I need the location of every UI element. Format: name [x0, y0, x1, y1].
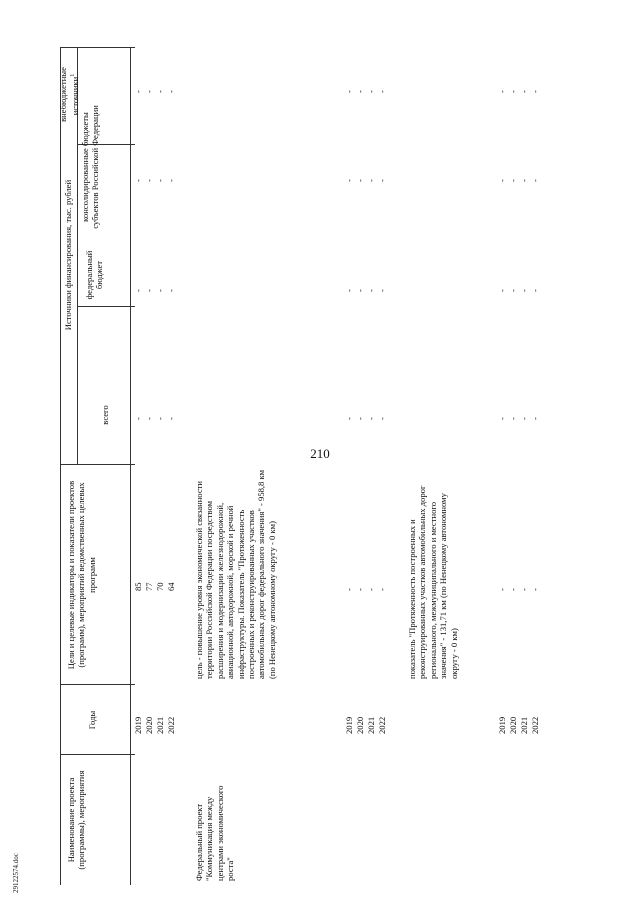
federal-cell: -: [377, 289, 387, 292]
indicator-cell: 70: [155, 582, 165, 591]
year-cell: 2020: [355, 716, 365, 734]
extra-cell: -: [377, 90, 387, 93]
federal-cell: -: [355, 289, 365, 292]
extra-cell: -: [366, 90, 376, 93]
col-sep-years: [60, 684, 135, 685]
extra-cell: -: [155, 90, 165, 93]
total-cell: -: [133, 417, 143, 420]
indicator-cell: -: [355, 588, 365, 591]
table-top-border: [60, 48, 61, 885]
regional-cell: -: [144, 179, 154, 182]
total-cell: -: [144, 417, 154, 420]
header-name: Наименование проекта (программы), мероприятия: [66, 770, 87, 870]
year-cell: 2022: [377, 716, 387, 734]
federal-cell: -: [344, 289, 354, 292]
year-cell: 2020: [144, 716, 154, 734]
header-federal: федеральный бюджет: [84, 250, 105, 300]
indicator-cell: -: [497, 588, 507, 591]
header-regional: консолидированные бюджеты субъектов Российской Федерации: [80, 105, 101, 229]
indicator-cell: -: [530, 588, 540, 591]
year-cell: 2021: [366, 716, 376, 734]
header-goals: Цели и целевые индикаторы и показатели проектов (программ), мероприятий ведомственных целевых программ: [66, 480, 97, 670]
goal-text: цель - повышение уровня экономической связанности территории Российской Федерации посредством расширения и модернизации железнодорожной, авиационной, автодорожной, морской и речной инфраструктуры. Показатель "Протяженность построенных и реконструированных участков автомобильных дорог федерального значения" - 958,8 км (по Ненецкому автономному округу - 0 км): [194, 469, 277, 679]
project-name: Федеральный проект "Коммуникация между центрами экономического роста": [194, 785, 236, 881]
total-cell: -: [377, 417, 387, 420]
indicator-cell: -: [344, 588, 354, 591]
extra-cell: -: [344, 90, 354, 93]
regional-cell: -: [166, 179, 176, 182]
year-cell: 2021: [519, 716, 529, 734]
regional-cell: -: [155, 179, 165, 182]
indicator-cell: -: [377, 588, 387, 591]
indicator-cell: 77: [144, 582, 154, 591]
total-cell: -: [355, 417, 365, 420]
regional-cell: -: [377, 179, 387, 182]
federal-cell: -: [530, 289, 540, 292]
col-sep-goals: [60, 464, 135, 465]
goal-text: показатель "Протяженность построенных и реконструированных участков автомобильных дорог регионального, межмуниципального и местного значения" - 131,71 км (по Ненецкому автономному округу - 0 км): [407, 485, 459, 679]
header-years: Годы: [87, 710, 97, 730]
header-extra: [58, 52, 81, 137]
regional-cell: -: [497, 179, 507, 182]
federal-cell: -: [155, 289, 165, 292]
document-code: 29122574.doc: [12, 853, 20, 893]
total-cell: -: [344, 417, 354, 420]
extra-cell: -: [133, 90, 143, 93]
year-cell: 2019: [497, 716, 507, 734]
federal-cell: -: [366, 289, 376, 292]
federal-cell: -: [144, 289, 154, 292]
regional-cell: -: [519, 179, 529, 182]
federal-cell: -: [133, 289, 143, 292]
indicator-cell: -: [366, 588, 376, 591]
year-cell: 2022: [530, 716, 540, 734]
header-extra-footnote: 1: [70, 73, 77, 77]
indicator-cell: -: [519, 588, 529, 591]
federal-cell: -: [508, 289, 518, 292]
total-cell: -: [519, 417, 529, 420]
financing-table: [60, 45, 560, 885]
total-cell: -: [166, 417, 176, 420]
extra-cell: -: [144, 90, 154, 93]
header-financing: Источники финансирования, тыс. рублей: [63, 179, 73, 331]
year-cell: 2019: [344, 716, 354, 734]
year-cell: 2021: [155, 716, 165, 734]
total-cell: -: [508, 417, 518, 420]
col-sep-regional: [77, 47, 135, 48]
col-sep-total: [77, 306, 135, 307]
indicator-cell: 85: [133, 582, 143, 591]
total-cell: -: [155, 417, 165, 420]
col-sep-name: [60, 754, 135, 755]
federal-cell: -: [497, 289, 507, 292]
indicator-cell: -: [508, 588, 518, 591]
extra-cell: -: [166, 90, 176, 93]
regional-cell: -: [366, 179, 376, 182]
total-cell: -: [497, 417, 507, 420]
regional-cell: -: [508, 179, 518, 182]
page-number: 210: [310, 446, 330, 461]
year-cell: 2022: [166, 716, 176, 734]
header-extra-text: внебюджетные источники: [58, 67, 81, 122]
federal-cell: -: [166, 289, 176, 292]
total-cell: -: [366, 417, 376, 420]
header-total: всего: [100, 405, 110, 425]
year-cell: 2019: [133, 716, 143, 734]
regional-cell: -: [344, 179, 354, 182]
extra-cell: -: [497, 90, 507, 93]
regional-cell: -: [355, 179, 365, 182]
extra-cell: -: [508, 90, 518, 93]
total-cell: -: [530, 417, 540, 420]
federal-cell: -: [519, 289, 529, 292]
header-bottom-border: [130, 48, 131, 885]
extra-cell: -: [519, 90, 529, 93]
extra-cell: -: [355, 90, 365, 93]
year-cell: 2020: [508, 716, 518, 734]
indicator-cell: 64: [166, 582, 176, 591]
extra-cell: -: [530, 90, 540, 93]
regional-cell: -: [530, 179, 540, 182]
regional-cell: -: [133, 179, 143, 182]
